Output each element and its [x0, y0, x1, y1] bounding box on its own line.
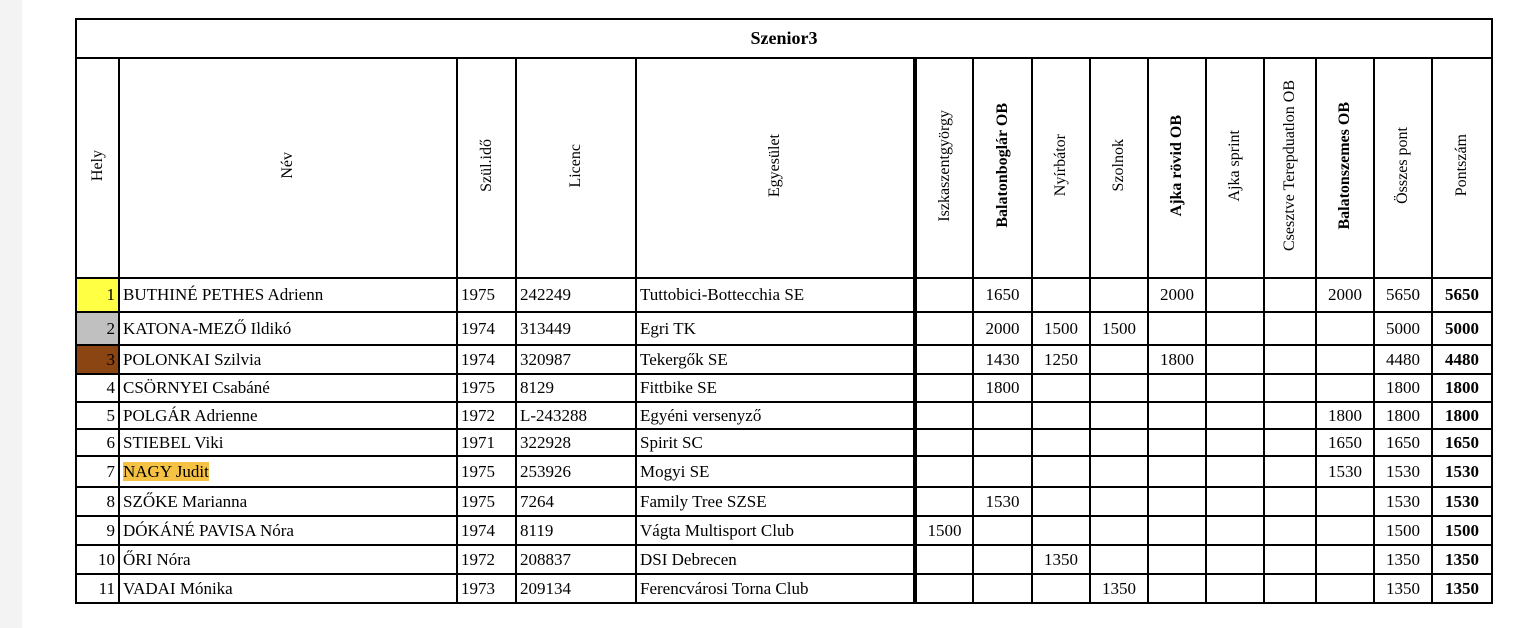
- club-cell: Mogyi SE: [636, 456, 915, 487]
- table-row: [76, 456, 1492, 487]
- club-cell: Egri TK: [636, 312, 915, 345]
- table-row: [76, 516, 1492, 545]
- header-pontszam: Pontszám: [1432, 58, 1492, 278]
- club-cell: Vágta Multisport Club: [636, 516, 915, 545]
- race-points-cell: [915, 345, 973, 374]
- race-points-cell: [1090, 345, 1148, 374]
- header-nev: Név: [119, 58, 457, 278]
- race-points-cell: [1148, 429, 1206, 456]
- score-cell: 1530: [1432, 456, 1492, 487]
- place-cell: 6: [76, 429, 119, 456]
- table-row: [76, 545, 1492, 574]
- race-points-cell: [915, 456, 973, 487]
- race-points-cell: 1350: [1032, 545, 1090, 574]
- race-points-cell: [1090, 278, 1148, 312]
- race-points-cell: [1316, 516, 1374, 545]
- header-egyesulet: Egyesület: [636, 58, 915, 278]
- race-points-cell: [1206, 516, 1264, 545]
- birth-year-cell: 1975: [457, 456, 516, 487]
- birth-year-cell: 1974: [457, 516, 516, 545]
- race-points-cell: [973, 574, 1032, 603]
- race-points-cell: [1090, 516, 1148, 545]
- table-row: [76, 374, 1492, 402]
- table-title: Szenior3: [76, 19, 1492, 58]
- race-points-cell: [1032, 402, 1090, 429]
- race-points-cell: [1032, 516, 1090, 545]
- place-cell: 11: [76, 574, 119, 603]
- table-row: [76, 487, 1492, 516]
- race-points-cell: [1206, 545, 1264, 574]
- race-points-cell: [915, 402, 973, 429]
- race-points-cell: 1800: [1316, 402, 1374, 429]
- race-points-cell: [1316, 374, 1374, 402]
- licence-cell: 8119: [516, 516, 636, 545]
- name-text: POLONKAI Szilvia: [123, 349, 262, 369]
- race-points-cell: [1206, 574, 1264, 603]
- race-points-cell: 1530: [973, 487, 1032, 516]
- race-points-cell: 1650: [973, 278, 1032, 312]
- race-points-cell: [973, 402, 1032, 429]
- race-points-cell: [1206, 429, 1264, 456]
- table-row: [76, 345, 1492, 374]
- race-points-cell: [1316, 574, 1374, 603]
- race-points-cell: [915, 429, 973, 456]
- header-szulido: Szül.idő: [457, 58, 516, 278]
- total-points-cell: 1800: [1374, 374, 1432, 402]
- race-points-cell: [915, 574, 973, 603]
- score-cell: 5650: [1432, 278, 1492, 312]
- race-points-cell: 1530: [1316, 456, 1374, 487]
- place-cell: 7: [76, 456, 119, 487]
- score-cell: 4480: [1432, 345, 1492, 374]
- race-points-cell: [1206, 456, 1264, 487]
- score-cell: 1530: [1432, 487, 1492, 516]
- race-points-cell: [1316, 487, 1374, 516]
- race-points-cell: [1264, 545, 1316, 574]
- club-cell: DSI Debrecen: [636, 545, 915, 574]
- header-race-balatonboglar: Balatonboglár OB: [973, 58, 1032, 278]
- race-points-cell: [1032, 487, 1090, 516]
- name-text: POLGÁR Adrienne: [123, 405, 258, 425]
- race-points-cell: [1148, 312, 1206, 345]
- race-points-cell: [1264, 429, 1316, 456]
- place-cell: 4: [76, 374, 119, 402]
- race-points-cell: [973, 545, 1032, 574]
- race-points-cell: [1264, 402, 1316, 429]
- table-row: [76, 312, 1492, 345]
- name-text: BUTHINÉ PETHES Adrienn: [123, 285, 324, 304]
- race-points-cell: [1264, 456, 1316, 487]
- race-points-cell: [1090, 402, 1148, 429]
- name-cell: [119, 516, 457, 545]
- name-text: ŐRI Nóra: [123, 549, 191, 569]
- race-points-cell: [973, 429, 1032, 456]
- place-cell: 5: [76, 402, 119, 429]
- place-cell: 8: [76, 487, 119, 516]
- score-cell: 5000: [1432, 312, 1492, 345]
- race-points-cell: [1264, 345, 1316, 374]
- header-race-szolnok: Szolnok: [1090, 58, 1148, 278]
- club-cell: Spirit SC: [636, 429, 915, 456]
- race-points-cell: [1090, 429, 1148, 456]
- race-points-cell: [1264, 487, 1316, 516]
- race-points-cell: 2000: [973, 312, 1032, 345]
- header-race-nyirbator: Nyírbátor: [1032, 58, 1090, 278]
- place-cell: 9: [76, 516, 119, 545]
- place-cell: 2: [76, 312, 119, 345]
- birth-year-cell: 1975: [457, 278, 516, 312]
- birth-year-cell: 1974: [457, 345, 516, 374]
- club-cell: Fittbike SE: [636, 374, 915, 402]
- table-row: [76, 278, 1492, 312]
- race-points-cell: [915, 278, 973, 312]
- total-points-cell: 1800: [1374, 402, 1432, 429]
- race-points-cell: [1264, 374, 1316, 402]
- race-points-cell: [1032, 429, 1090, 456]
- race-points-cell: [1206, 402, 1264, 429]
- licence-cell: 313449: [516, 312, 636, 345]
- birth-year-cell: 1975: [457, 487, 516, 516]
- name-text: VADAI Mónika: [123, 578, 233, 598]
- race-points-cell: 1430: [973, 345, 1032, 374]
- race-points-cell: 1650: [1316, 429, 1374, 456]
- birth-year-cell: 1975: [457, 374, 516, 402]
- name-cell: [119, 429, 457, 456]
- club-cell: Family Tree SZSE: [636, 487, 915, 516]
- race-points-cell: 1500: [1090, 312, 1148, 345]
- results-table: [75, 18, 1493, 604]
- race-points-cell: [1264, 574, 1316, 603]
- score-cell: 1650: [1432, 429, 1492, 456]
- place-cell: 10: [76, 545, 119, 574]
- race-points-cell: [1148, 402, 1206, 429]
- birth-year-cell: 1974: [457, 312, 516, 345]
- total-points-cell: 1530: [1374, 456, 1432, 487]
- race-points-cell: [1090, 374, 1148, 402]
- name-text: SZŐKE Marianna: [123, 491, 248, 511]
- name-text: STIEBEL Viki: [123, 432, 224, 452]
- race-points-cell: [1206, 487, 1264, 516]
- race-points-cell: 1500: [915, 516, 973, 545]
- table-row: [76, 402, 1492, 429]
- birth-year-cell: 1971: [457, 429, 516, 456]
- race-points-cell: [1316, 345, 1374, 374]
- name-cell: [119, 574, 457, 603]
- licence-cell: 242249: [516, 278, 636, 312]
- licence-cell: L-243288: [516, 402, 636, 429]
- name-cell: [119, 487, 457, 516]
- name-cell: [119, 456, 457, 487]
- header-row: [76, 58, 1492, 278]
- race-points-cell: [1090, 487, 1148, 516]
- name-text: DÓKÁNÉ PAVISA Nóra: [123, 520, 294, 540]
- race-points-cell: [1032, 456, 1090, 487]
- name-cell: [119, 312, 457, 345]
- header-hely: Hely: [76, 58, 119, 278]
- licence-cell: 7264: [516, 487, 636, 516]
- race-points-cell: [1090, 456, 1148, 487]
- club-cell: Tekergők SE: [636, 345, 915, 374]
- race-points-cell: 1800: [973, 374, 1032, 402]
- club-cell: Tuttobici-Bottecchia SE: [636, 278, 915, 312]
- club-cell: Ferencvárosi Torna Club: [636, 574, 915, 603]
- race-points-cell: [1316, 545, 1374, 574]
- licence-cell: 320987: [516, 345, 636, 374]
- race-points-cell: 1800: [1148, 345, 1206, 374]
- licence-cell: 322928: [516, 429, 636, 456]
- race-points-cell: [1206, 374, 1264, 402]
- total-points-cell: 5000: [1374, 312, 1432, 345]
- score-cell: 1350: [1432, 574, 1492, 603]
- race-points-cell: 1250: [1032, 345, 1090, 374]
- race-points-cell: [915, 374, 973, 402]
- race-points-cell: [1264, 278, 1316, 312]
- race-points-cell: [1148, 487, 1206, 516]
- name-text: KATONA-MEZŐ Ildikó: [123, 318, 292, 338]
- race-points-cell: [1264, 516, 1316, 545]
- race-points-cell: [915, 545, 973, 574]
- race-points-cell: [1032, 574, 1090, 603]
- score-cell: 1800: [1432, 402, 1492, 429]
- race-points-cell: [1148, 545, 1206, 574]
- name-cell: [119, 278, 457, 312]
- race-points-cell: 2000: [1316, 278, 1374, 312]
- race-points-cell: [1206, 345, 1264, 374]
- race-points-cell: [1206, 278, 1264, 312]
- header-race-ajka-rovid: Ajka rövid OB: [1148, 58, 1206, 278]
- licence-cell: 8129: [516, 374, 636, 402]
- header-race-csesztve: Csesztve Terepduatlon OB: [1264, 58, 1316, 278]
- header-race-ajka-sprint: Ajka sprint: [1206, 58, 1264, 278]
- race-points-cell: 1350: [1090, 574, 1148, 603]
- club-cell: Egyéni versenyző: [636, 402, 915, 429]
- licence-cell: 209134: [516, 574, 636, 603]
- table-row: [76, 429, 1492, 456]
- race-points-cell: [973, 516, 1032, 545]
- name-text: NAGY Judit: [123, 461, 209, 481]
- race-points-cell: [1090, 545, 1148, 574]
- place-cell: 1: [76, 278, 119, 312]
- header-race-balatonszemes: Balatonszemes OB: [1316, 58, 1374, 278]
- name-cell: [119, 345, 457, 374]
- race-points-cell: 2000: [1148, 278, 1206, 312]
- name-cell: [119, 374, 457, 402]
- total-points-cell: 1350: [1374, 545, 1432, 574]
- race-points-cell: 1500: [1032, 312, 1090, 345]
- birth-year-cell: 1972: [457, 545, 516, 574]
- header-licenc: Licenc: [516, 58, 636, 278]
- score-cell: 1800: [1432, 374, 1492, 402]
- race-points-cell: [1032, 278, 1090, 312]
- name-cell: [119, 545, 457, 574]
- race-points-cell: [1206, 312, 1264, 345]
- total-points-cell: 1500: [1374, 516, 1432, 545]
- licence-cell: 253926: [516, 456, 636, 487]
- licence-cell: 208837: [516, 545, 636, 574]
- score-cell: 1350: [1432, 545, 1492, 574]
- header-race-iszkaszentgyorgy: Iszkaszentgyörgy: [915, 58, 973, 278]
- race-points-cell: [1264, 312, 1316, 345]
- name-text: CSÖRNYEI Csabáné: [123, 378, 270, 397]
- race-points-cell: [1148, 516, 1206, 545]
- race-points-cell: [915, 487, 973, 516]
- place-cell: 3: [76, 345, 119, 374]
- birth-year-cell: 1973: [457, 574, 516, 603]
- score-cell: 1500: [1432, 516, 1492, 545]
- race-points-cell: [1148, 574, 1206, 603]
- race-points-cell: [973, 456, 1032, 487]
- table-row: [76, 574, 1492, 603]
- race-points-cell: [1148, 374, 1206, 402]
- race-points-cell: [1148, 456, 1206, 487]
- name-cell: [119, 402, 457, 429]
- header-osszes-pont: Összes pont: [1374, 58, 1432, 278]
- total-points-cell: 1350: [1374, 574, 1432, 603]
- race-points-cell: [915, 312, 973, 345]
- birth-year-cell: 1972: [457, 402, 516, 429]
- total-points-cell: 5650: [1374, 278, 1432, 312]
- race-points-cell: [1032, 374, 1090, 402]
- total-points-cell: 4480: [1374, 345, 1432, 374]
- race-points-cell: [1316, 312, 1374, 345]
- page-margin: [0, 0, 22, 628]
- total-points-cell: 1530: [1374, 487, 1432, 516]
- total-points-cell: 1650: [1374, 429, 1432, 456]
